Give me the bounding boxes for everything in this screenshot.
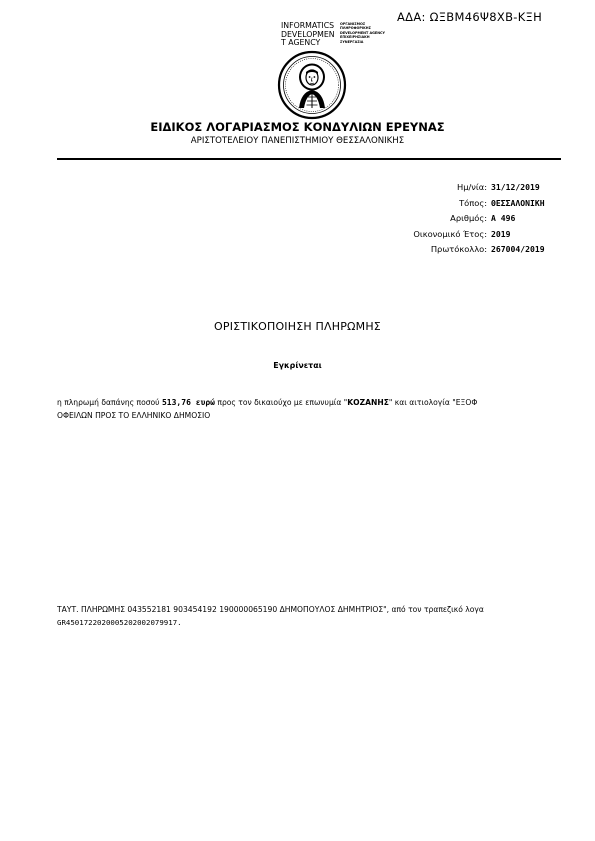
payment-details (57, 603, 595, 629)
ada-number: ΑΔΑ: ΩΞΒΜ46Ψ8ΧΒ-ΚΞΗ (397, 10, 543, 24)
meta-label-date: Ημ/νία: (456, 182, 487, 192)
document-title: ΟΡΙΣΤΙΚΟΠΟΙΗΣΗ ΠΛΗΡΩΜΗΣ (214, 320, 381, 333)
payment-amount: 513,76 ευρώ (161, 398, 215, 407)
approval-line-1 (57, 396, 595, 409)
header-divider (57, 158, 561, 160)
approval-paragraph (57, 396, 595, 422)
text-reason-intro: " και αιτιολογία "ΕΞΟΦ (388, 398, 478, 407)
text-payment-intro: η πληρωμή δαπάνης ποσού (57, 398, 162, 407)
meta-row-place (360, 198, 595, 214)
approval-heading: Εγκρίνεται (273, 361, 322, 370)
meta-value-fiscal-year: 2019 (491, 228, 511, 239)
meta-row-protocol (360, 244, 595, 260)
document-metadata (360, 182, 595, 260)
approval-line-2: ΟΦΕΙΛΩΝ ΠΡΟΣ ΤΟ ΕΛΛΗΝΙΚΟ ΔΗΜΟΣΙΟ (57, 411, 211, 420)
meta-row-date (360, 182, 595, 198)
meta-value-protocol: 267004/2019 (491, 244, 545, 255)
meta-row-fiscal-year (360, 229, 595, 245)
organization-name: ΕΙΔΙΚΟΣ ΛΟΓΑΡΙΑΣΜΟΣ ΚΟΝΔΥΛΙΩΝ ΕΡΕΥΝΑΣ (150, 120, 445, 134)
meta-label-number: Αριθμός: (450, 213, 487, 224)
meta-value-place: ΘΕΣΣΑΛΟΝΙΚΗ (491, 197, 545, 208)
ida-logo-text: INFORMATICS DEVELOPMEN T AGENCY (281, 21, 335, 48)
beneficiary-name: ΚΟΖΑΝΗΣ (347, 398, 389, 407)
ida-logo-text-greek: ΟΡΓΑΝΙΣΜΟΣ ΠΛΗΡΟΦΟΡΙΚΗΣ DEVELOPMENT AGENCY ΕΠΙΧΕΙΡΗΣΙΑΚΗ ΣΥΝΕΡΓΑΣΙΑ (340, 22, 386, 44)
meta-value-date: 31/12/2019 (491, 182, 540, 192)
payment-iban: GR4501722020005202002079917. (57, 618, 182, 627)
meta-label-fiscal-year: Οικονομικό Έτος: (413, 228, 487, 239)
university-seal-icon (277, 50, 347, 120)
payment-line-1: ΤΑΥΤ. ΠΛΗΡΩΜΗΣ 043552181 903454192 190000065190 ΔΗΜΟΠΟΥΛΟΣ ΔΗΜΗΤΡΙΟΣ", από τον τραπεζικό λογα (57, 605, 484, 614)
meta-label-protocol: Πρωτόκολλο: (430, 244, 487, 255)
meta-value-number: Α 496 (491, 213, 516, 224)
text-beneficiary-intro: προς τον δικαιούχο με επωνυμία " (214, 398, 348, 407)
meta-row-number (360, 213, 595, 229)
meta-label-place: Τόπος: (459, 197, 487, 208)
university-name: ΑΡΙΣΤΟΤΕΛΕΙΟΥ ΠΑΝΕΠΙΣΤΗΜΙΟΥ ΘΕΣΣΑΛΟΝΙΚΗΣ (190, 136, 405, 146)
